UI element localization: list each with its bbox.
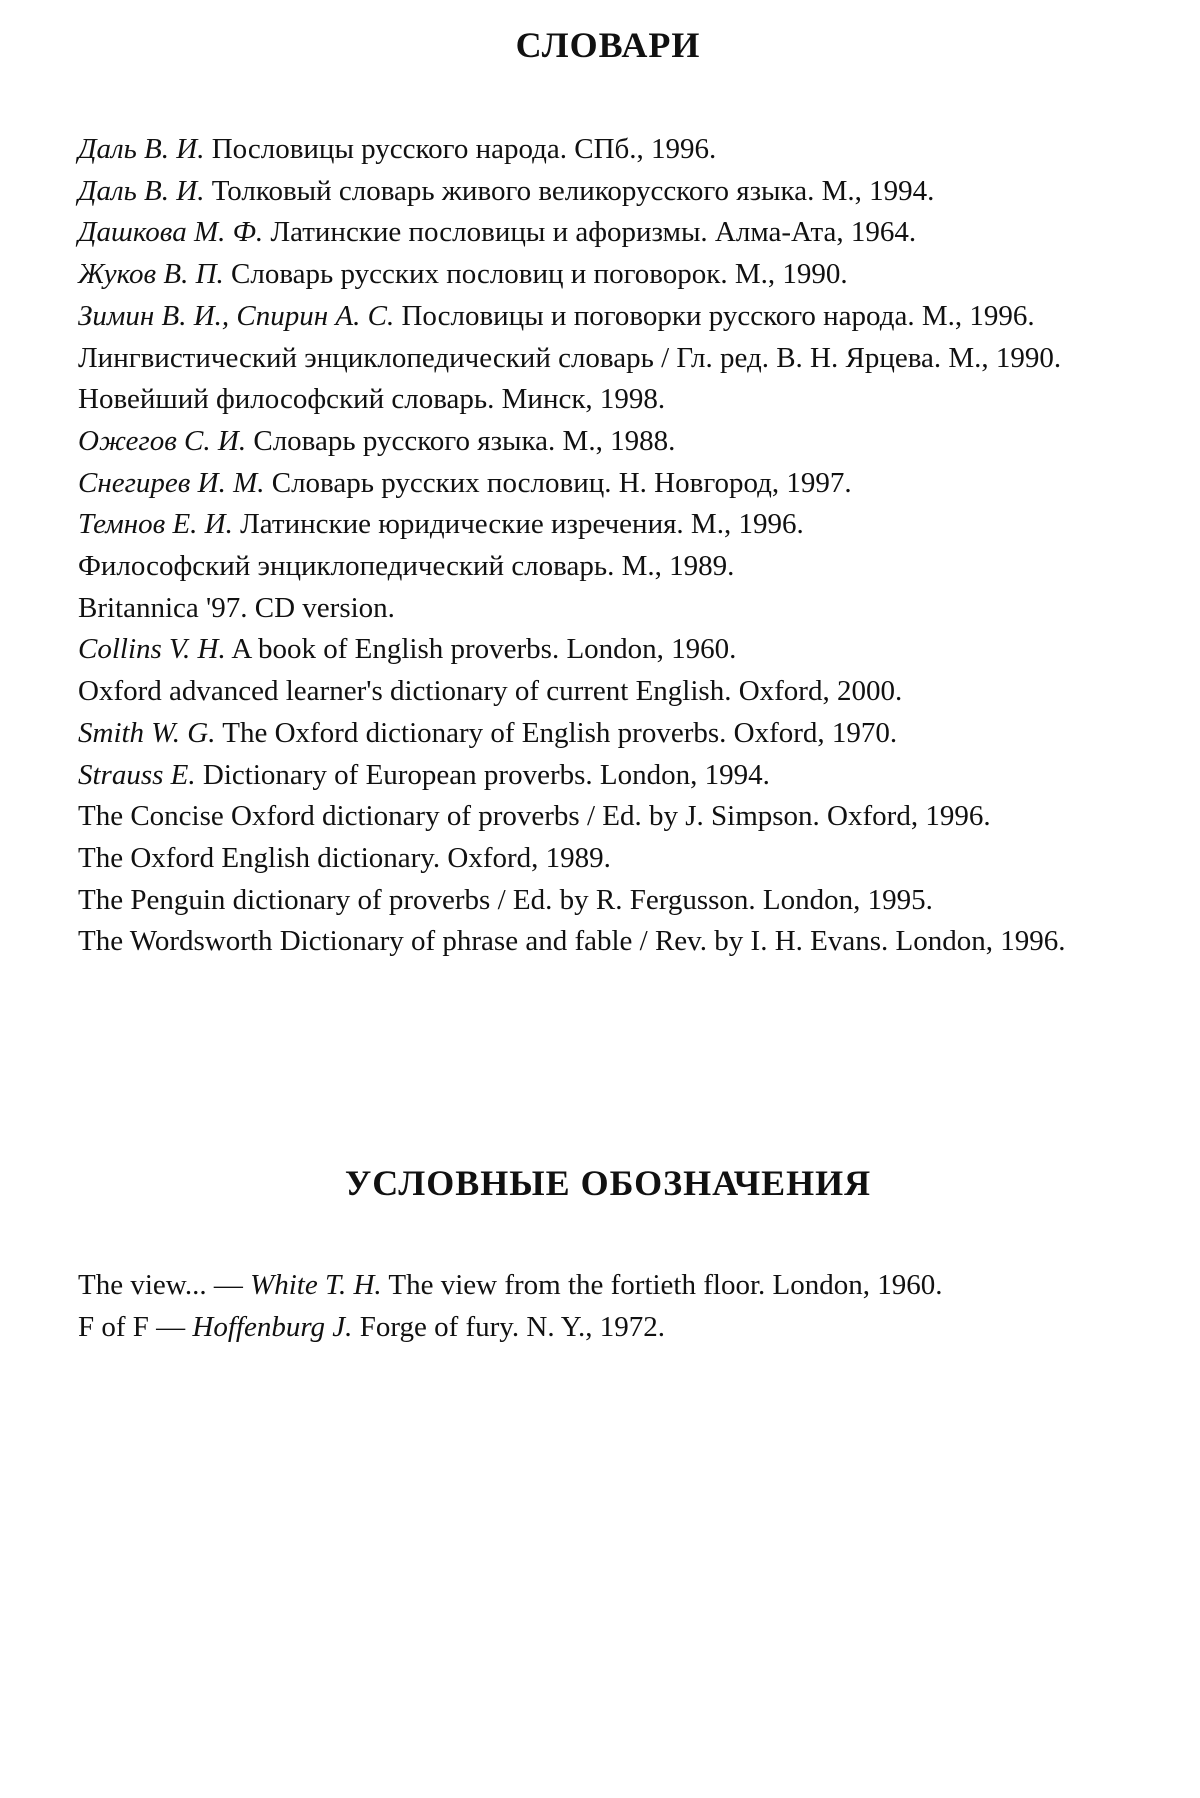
entry-text: The Oxford English dictionary. Oxford, 1989. bbox=[78, 841, 611, 874]
reference-entry bbox=[78, 629, 1138, 671]
reference-entry bbox=[78, 421, 1138, 463]
entry-text: Латинские юридические изречения. М., 1996. bbox=[240, 508, 804, 541]
entry-text: Oxford advanced learner's dictionary of current English. Oxford, 2000. bbox=[78, 675, 903, 708]
entry-text: Словарь русских пословиц и поговорок. М., 1990. bbox=[231, 258, 848, 291]
reference-entry bbox=[78, 671, 1138, 713]
entry-author: White T. H. bbox=[250, 1269, 382, 1301]
entry-text: Dictionary of European proverbs. London, 1994. bbox=[202, 758, 770, 791]
abbreviation-entry bbox=[78, 1265, 1138, 1307]
entry-text: Латинские пословицы и афоризмы. Алма-Ата, 1964. bbox=[270, 216, 917, 249]
entry-text: Пословицы русского народа. СПб., 1996. bbox=[211, 133, 717, 165]
abbreviation-dash: — bbox=[148, 1310, 193, 1343]
entry-text: The Penguin dictionary of proverbs / Ed. by R. Fergusson. London, 1995. bbox=[78, 883, 933, 916]
reference-entry bbox=[78, 838, 1138, 880]
abbreviation-entry bbox=[78, 1307, 1138, 1349]
reference-entry bbox=[78, 713, 1138, 755]
abbreviation-key: F of F bbox=[78, 1310, 149, 1343]
reference-entry bbox=[78, 129, 1138, 171]
entry-author: Жуков В. П. bbox=[78, 258, 224, 291]
entry-text: Новейший философский словарь. Минск, 1998. bbox=[78, 383, 666, 416]
reference-entry bbox=[78, 504, 1138, 546]
reference-entry bbox=[78, 921, 1138, 963]
entry-text: Толковый словарь живого великорусского языка. М., 1994. bbox=[211, 174, 935, 207]
reference-entry bbox=[78, 463, 1138, 505]
entry-author: Зимин В. И., Спирин А. С. bbox=[78, 299, 395, 332]
entry-author: Strauss E. bbox=[78, 758, 196, 791]
entry-text: The Oxford dictionary of English proverbs. Oxford, 1970. bbox=[222, 716, 898, 749]
abbreviation-key: The view... bbox=[78, 1269, 207, 1301]
abbreviation-list bbox=[78, 1265, 1138, 1348]
reference-entry bbox=[78, 296, 1138, 338]
entry-author: Ожегов С. И. bbox=[78, 424, 247, 457]
entry-text: The Concise Oxford dictionary of proverbs / Ed. by J. Simpson. Oxford, 1996. bbox=[78, 800, 991, 833]
entry-text: Словарь русского языка. М., 1988. bbox=[253, 424, 676, 457]
reference-entry bbox=[78, 796, 1138, 838]
entry-text: Britannica '97. CD version. bbox=[78, 591, 395, 624]
reference-entry bbox=[78, 588, 1138, 630]
section-title-dictionaries: СЛОВАРИ bbox=[515, 25, 701, 65]
entry-author: Smith W. G. bbox=[78, 716, 216, 749]
entry-text: Лингвистический энциклопедический словарь / Гл. ред. В. Н. Ярцева. М., 1990. bbox=[78, 341, 1062, 374]
entry-author: Темнов Е. И. bbox=[78, 508, 233, 541]
document-page bbox=[78, 0, 1138, 1798]
reference-entry bbox=[78, 212, 1138, 254]
entry-text: Философский энциклопедический словарь. М., 1989. bbox=[78, 550, 735, 583]
reference-entry bbox=[78, 338, 1138, 380]
abbreviation-dash: — bbox=[206, 1269, 251, 1301]
reference-entry bbox=[78, 171, 1138, 213]
reference-entry bbox=[78, 254, 1138, 296]
entry-text: Forge of fury. N. Y., 1972. bbox=[359, 1310, 665, 1343]
reference-entry bbox=[78, 546, 1138, 588]
entry-text: The Wordsworth Dictionary of phrase and fable / Rev. by I. H. Evans. London, 1996. bbox=[78, 925, 1066, 958]
section-title-abbreviations: УСЛОВНЫЕ ОБОЗНАЧЕНИЯ bbox=[344, 1163, 872, 1203]
entry-text: A book of English proverbs. London, 1960. bbox=[231, 633, 737, 666]
entry-text: Словарь русских пословиц. Н. Новгород, 1997. bbox=[271, 466, 852, 499]
entry-author: Hoffenburg J. bbox=[192, 1310, 353, 1343]
entry-author: Даль В. И. bbox=[78, 174, 205, 207]
reference-entry bbox=[78, 880, 1138, 922]
entry-author: Снегирев И. М. bbox=[78, 466, 265, 499]
entry-author: Collins V. H. bbox=[78, 633, 226, 666]
reference-entry bbox=[78, 755, 1138, 797]
entry-text: The view from the fortieth floor. London, 1960. bbox=[388, 1269, 943, 1301]
entry-author: Дашкова М. Ф. bbox=[78, 216, 264, 249]
reference-entry bbox=[78, 379, 1138, 421]
entry-author: Даль В. И. bbox=[78, 133, 205, 165]
entry-text: Пословицы и поговорки русского народа. М., 1996. bbox=[401, 299, 1035, 332]
dictionary-list bbox=[78, 129, 1138, 963]
